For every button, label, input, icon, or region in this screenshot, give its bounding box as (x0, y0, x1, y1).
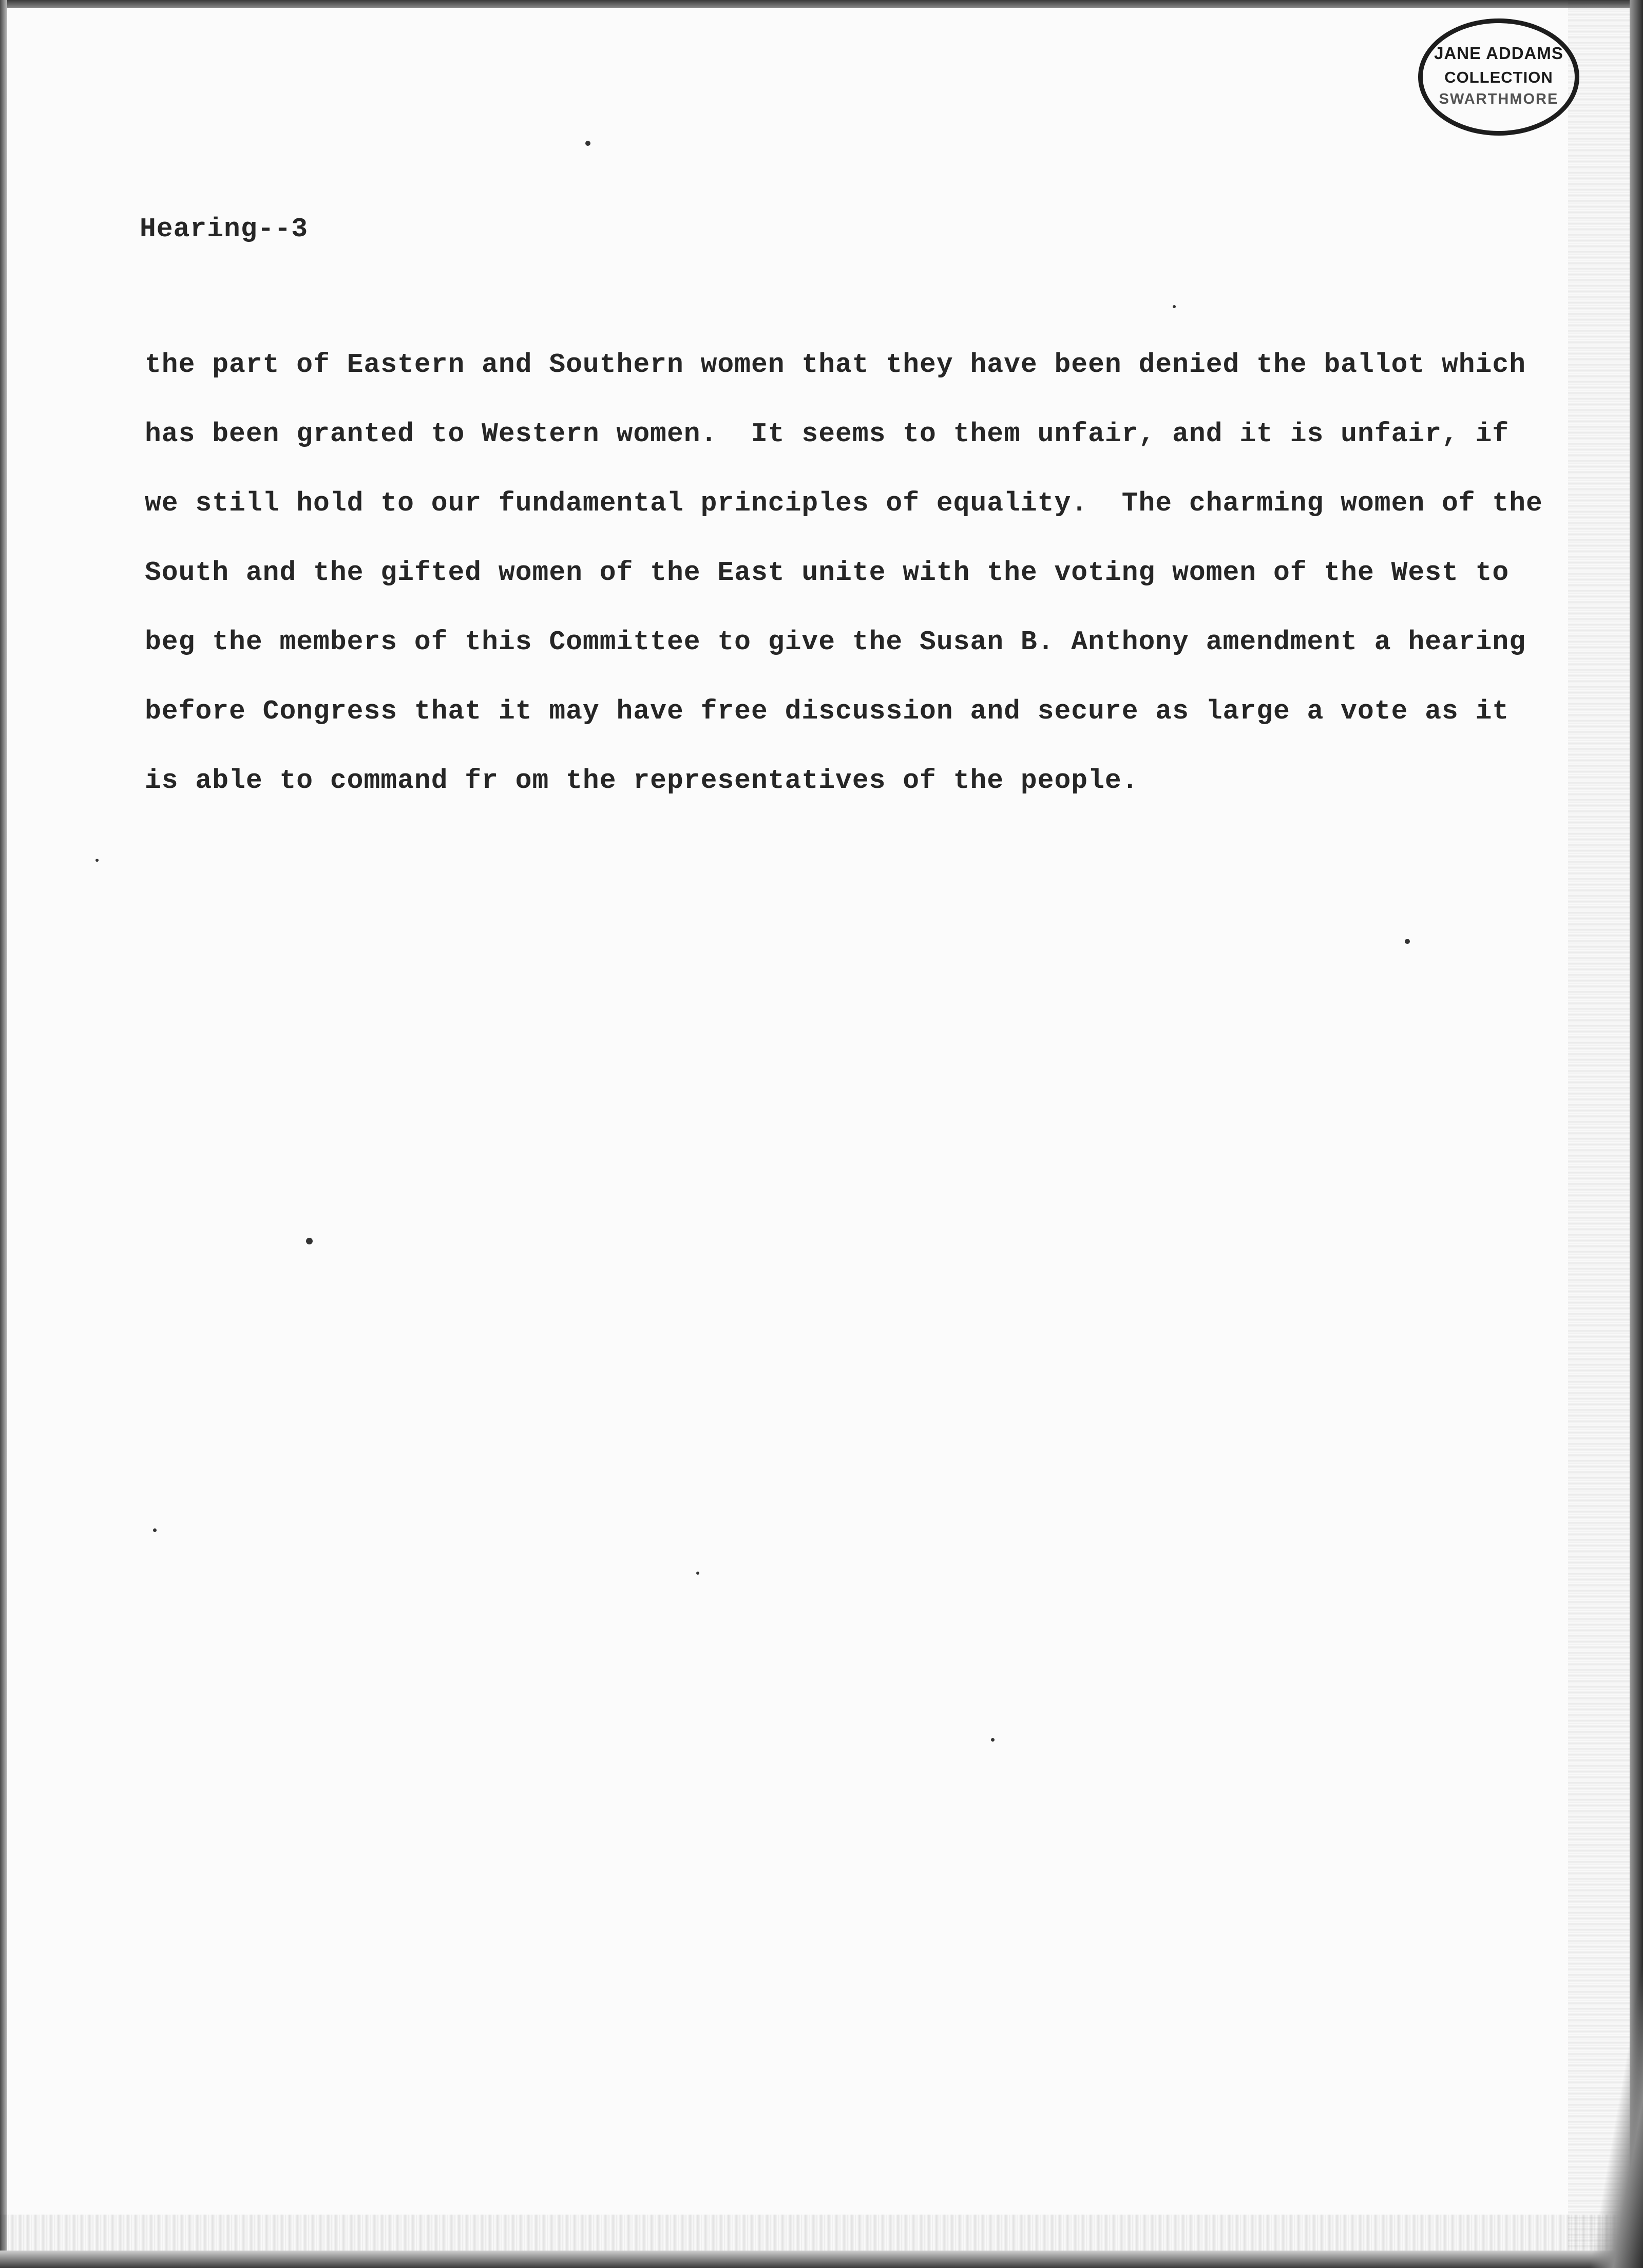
archive-stamp (1418, 18, 1579, 136)
dust-speck (306, 1238, 313, 1244)
page-header: Hearing--3 (140, 214, 309, 244)
dust-speck (696, 1572, 699, 1575)
body-line: has been granted to Western women. It seems to them unfair, and it is unfair, if (145, 419, 1510, 449)
body-line: South and the gifted women of the East unite with the voting women of the West to (145, 557, 1510, 588)
scan-edge-right (1630, 0, 1643, 2268)
dust-speck (153, 1528, 157, 1532)
dust-speck (991, 1738, 995, 1742)
body-line: the part of Eastern and Southern women that they have been denied the ballot which (145, 349, 1526, 380)
dust-speck (1173, 305, 1176, 308)
stamp-line-3: SWARTHMORE (1439, 91, 1559, 107)
body-line: beg the members of this Committee to give the Susan B. Anthony amendment a hearing (145, 627, 1526, 657)
dust-speck (95, 859, 99, 862)
body-line: before Congress that it may have free discussion and secure as large a vote as it (145, 696, 1510, 727)
dust-speck (1405, 939, 1410, 944)
body-line: is able to command fr om the representatives of the people. (145, 765, 1139, 796)
stamp-line-2: COLLECTION (1444, 68, 1553, 86)
body-line: we still hold to our fundamental principles of equality. The charming women of the (145, 488, 1543, 519)
dust-speck (585, 141, 590, 146)
scan-edge-bottom (0, 2251, 1643, 2268)
scan-edge-bottom-grain (0, 2215, 1643, 2251)
scan-edge-left (0, 0, 7, 2268)
scan-edge-top (0, 0, 1643, 8)
scan-edge-right-grain (1568, 0, 1630, 2268)
stamp-line-1: JANE ADDAMS (1434, 44, 1563, 63)
